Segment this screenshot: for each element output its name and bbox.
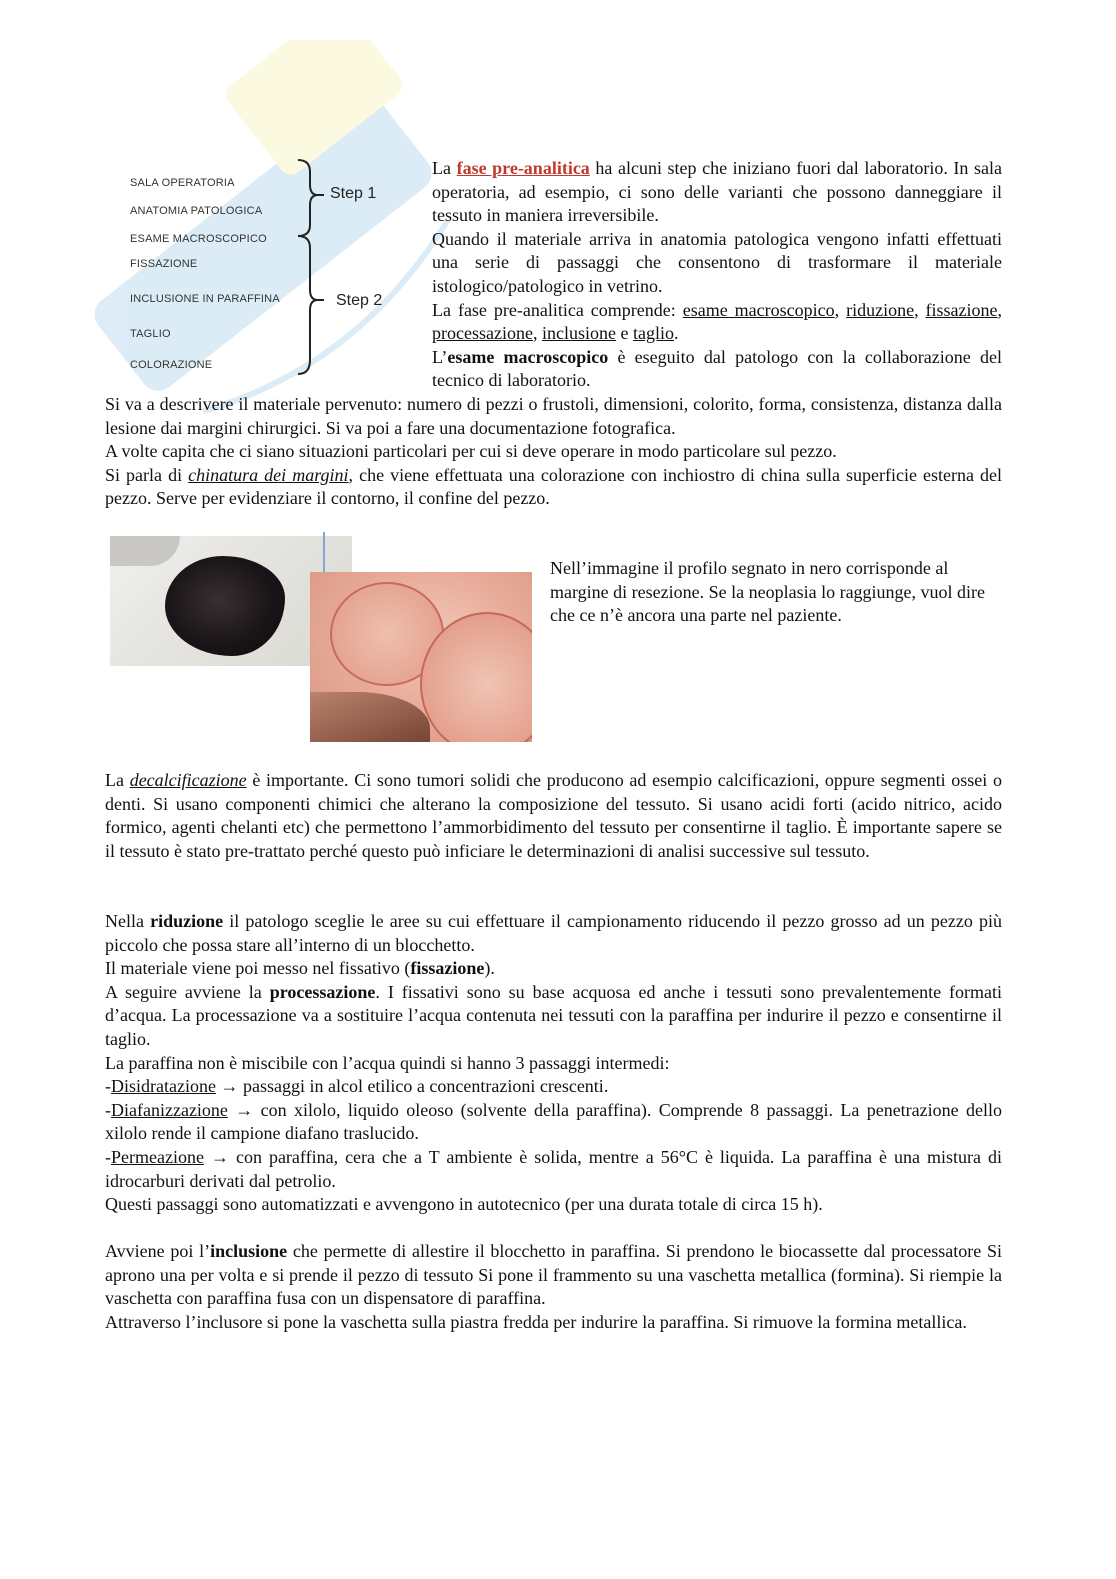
fase-pre-analitica-term: fase pre-analitica (456, 158, 590, 178)
inclusore-paragraph: Attraverso l’inclusore si pone la vaschetta sulla piastra fredda per indurire la paraffina. Si rimuove la formina metallica. (105, 1311, 967, 1332)
inclusione-section (105, 1240, 1002, 1334)
macro-section (105, 393, 1002, 511)
intro-section (432, 157, 1002, 393)
step-permeazione: -Permeazione → con paraffina, cera che a T ambiente è solida, mentre a 56°C è liquida. La paraffina è una mistura di idrocarburi derivati dal petrolio. (105, 1146, 1002, 1191)
workflow-diagram (120, 150, 420, 390)
autotecnico-paragraph: Questi passaggi sono automatizzati e avvengono in autotecnico (per una durata totale di circa 15 h). (105, 1194, 823, 1215)
diagram-item-inclusione: INCLUSIONE IN PARAFFINA (130, 293, 280, 305)
diagram-item-esame-macroscopico: ESAME MACROSCOPICO (130, 233, 267, 245)
arrow-icon: → (210, 1146, 229, 1167)
diagram-item-fissazione: FISSAZIONE (130, 258, 198, 270)
intro-paragraph-4: L’esame macroscopico è eseguito dal patologo con la collaborazione del tecnico di laboratorio. (432, 346, 1003, 391)
fissazione-paragraph: Il materiale viene poi messo nel fissativo (fissazione). (105, 958, 495, 979)
intro-paragraph-1: La fase pre-analitica ha alcuni step che iniziano fuori dal laboratorio. In sala operatoria, ad esempio, ci sono delle varianti che possono danneggiare il tessuto in maniera irreversibile. (432, 158, 1002, 226)
processazione-paragraph: A seguire avviene la processazione. I fissativi sono su base acquosa ed anche i tessuti sono prevalentemente formati d’acqua. La processazione va a sostituire l’acqua contenuta nei tessuti con la paraffina per indurire il pezzo e consentirne il taglio. (105, 981, 1002, 1049)
histology-image (310, 572, 532, 742)
intro-paragraph-2: Quando il materiale arriva in anatomia patologica vengono infatti effettuati una serie di passaggi che consentono di trasformare il materiale istologico/patologico in vetrino. (432, 228, 1002, 296)
step2-label: Step 2 (336, 292, 383, 309)
riduzione-paragraph: Nella riduzione il patologo sceglie le aree su cui effettuare il campionamento riducendo il pezzo grosso ad un pezzo più piccolo che possa stare all’interno di un blocchetto. (105, 911, 1002, 955)
arrow-icon: → (220, 1076, 239, 1097)
inclusione-paragraph: Avviene poi l’inclusione che permette di allestire il blocchetto in paraffina. Si prendono le biocassette dal processatore Si aprono una per volta e si prende il pezzo di tessuto Si pone il frammento su una vaschetta metallica (formina). Si riempie la vaschetta con paraffina fusa con un dispensatore di paraffina. (105, 1241, 1003, 1309)
decalcificazione-section (105, 769, 1002, 863)
passaggi-intro: La paraffina non è miscibile con l’acqua quindi si hanno 3 passaggi intermedi: (105, 1052, 670, 1073)
intro-paragraph-3: La fase pre-analitica comprende: esame macroscopico, riduzione, fissazione, processazione, inclusione e taglio. (432, 299, 1003, 344)
diagram-item-sala-operatoria: SALA OPERATORIA (130, 177, 235, 189)
step1-label: Step 1 (330, 185, 377, 202)
diagram-item-colorazione: COLORAZIONE (130, 359, 213, 371)
riduzione-section (105, 910, 1002, 1217)
decal-paragraph: La decalcificazione è importante. Ci sono tumori solidi che producono ad esempio calcificazioni, oppure segmenti ossei o denti. Si usano componenti chimici che alterano la composizione del tessuto. Si usano acidi forti (acido nitrico, acido formico, agenti chelanti etc) che permettono l’ammorbidimento del tessuto per consentirne il taglio. È importante sapere se il tessuto è stato pre-trattato perché questo può inficiare le determinazioni di analisi successive sul tessuto. (105, 770, 1002, 861)
image-caption (550, 557, 1002, 628)
diagram-item-anatomia-patologica: ANATOMIA PATOLOGICA (130, 205, 263, 217)
caption-text: Nell’immagine il profilo segnato in nero corrisponde al margine di resezione. Se la neoplasia lo raggiunge, vuol dire che ce n’è ancora una parte nel paziente. (550, 558, 986, 626)
step-diafanizzazione: -Diafanizzazione → con xilolo, liquido oleoso (solvente della paraffina). Comprende 8 passaggi. La penetrazione dello xilolo rende il campione diafano traslucido. (105, 1099, 1002, 1144)
arrow-icon: → (235, 1099, 254, 1120)
macro-paragraph-1: Si va a descrivere il materiale pervenuto: numero di pezzi o frustoli, dimensioni, colorito, forma, consistenza, distanza dalla lesione dai margini chirurgici. Si va poi a fare una documentazione fotografica. (105, 394, 1002, 438)
macro-paragraph-3: Si parla di chinatura dei margini, che viene effettuata una colorazione con inchiostro di china sulla superficie esterna del pezzo. Serve per evidenziare il contorno, il confine del pezzo. (105, 464, 1003, 509)
diagram-item-taglio: TAGLIO (130, 328, 171, 340)
step-disidratazione: -Disidratazione → passaggi in alcol etilico a concentrazioni crescenti. (105, 1076, 609, 1097)
macro-paragraph-2: A volte capita che ci siano situazioni particolari per cui si deve operare in modo particolare sul pezzo. (105, 441, 837, 462)
